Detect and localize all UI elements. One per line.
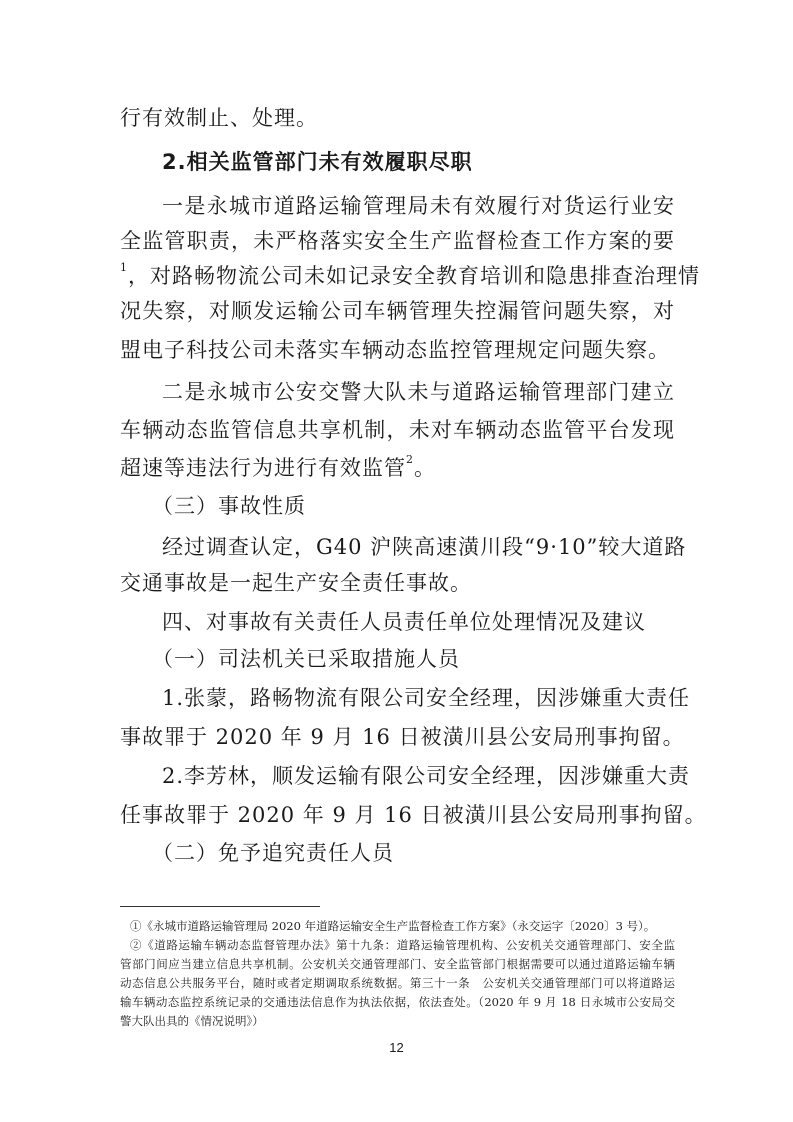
body-line: 交通事故是一起生产安全责任事故。 — [120, 571, 472, 595]
body-line: 盟电子科技公司未落实车辆动态监控管理规定问题失察。 — [120, 338, 670, 362]
footnote: ②《道路运输车辆动态监督管理办法》第十九条：道路运输管理机构、公安机关交通管理部门、安全监 — [130, 938, 675, 952]
footnote: 管部门间应当建立信息共享机制。公安机关交通管理部门、安全监管部门根据需要可以通过道路运输车辆 — [120, 957, 675, 971]
section-heading: 四、对事故有关责任人员责任单位处理情况及建议 — [162, 610, 646, 634]
body-line: 1.张蒙，路畅物流有限公司安全经理，因涉嫌重大责任 — [162, 686, 691, 710]
footnote: ①《永城市道路运输管理局 2020 年道路运输安全生产监督检查工作方案》（永交运字〔2020〕3 号）。 — [130, 919, 656, 933]
footnote-ref: 2 — [406, 453, 414, 466]
subsection-heading: （三）事故性质 — [152, 494, 306, 518]
body-line: 车辆动态监管信息共享机制，未对车辆动态监管平台发现 — [120, 418, 675, 442]
subsection-heading: （二）免予追究责任人员 — [152, 841, 394, 865]
body-line: 任事故罪于 2020 年 9 月 16 日被潢川县公安局刑事拘留。 — [120, 803, 707, 827]
page-number: 12 — [389, 1040, 404, 1055]
footnote-ref: 1 — [120, 261, 128, 274]
footnote-separator — [120, 906, 320, 907]
body-line: 经过调查认定，G40 沪陕高速潢川段“9·10”较大道路 — [162, 535, 687, 559]
footnote: 动态信息公共服务平台，随时或者定期调取系统数据。第三十一条 公安机关交通管理部门可以将道路运 — [120, 976, 675, 990]
subsection-heading: （一）司法机关已采取措施人员 — [152, 647, 460, 671]
body-text: 。 — [414, 456, 436, 480]
body-line: 事故罪于 2020 年 9 月 16 日被潢川县公安局刑事拘留。 — [120, 725, 685, 749]
body-line — [120, 261, 700, 291]
body-line: 2.李芳林，顺发运输有限公司安全经理，因涉嫌重大责 — [162, 764, 691, 788]
body-text: 超速等违法行为进行有效监管 — [120, 456, 406, 480]
body-text: ，对路畅物流公司未如记录安全教育培训和隐患排查治理情 — [128, 264, 700, 288]
body-line: 二是永城市公安交警大队未与道路运输管理部门建立 — [162, 380, 675, 404]
footnote: 输车辆动态监控系统记录的交通违法信息作为执法依据，依法查处。（2020 年 9 月 18 日永城市公安局交 — [120, 995, 675, 1009]
body-line: 一是永城市道路运输管理局未有效履行对货运行业安 — [162, 194, 675, 218]
body-line: 全监管职责，未严格落实安全生产监督检查工作方案的要 — [120, 229, 675, 253]
footnote: 警大队出具的《情况说明》） — [120, 1014, 264, 1028]
body-line: 行有效制止、处理。 — [120, 106, 318, 130]
body-line: 况失察，对顺发运输公司车辆管理失控漏管问题失察，对 — [120, 299, 675, 323]
section-heading: 2.相关监管部门未有效履职尽职 — [162, 150, 473, 174]
body-line — [120, 453, 675, 483]
